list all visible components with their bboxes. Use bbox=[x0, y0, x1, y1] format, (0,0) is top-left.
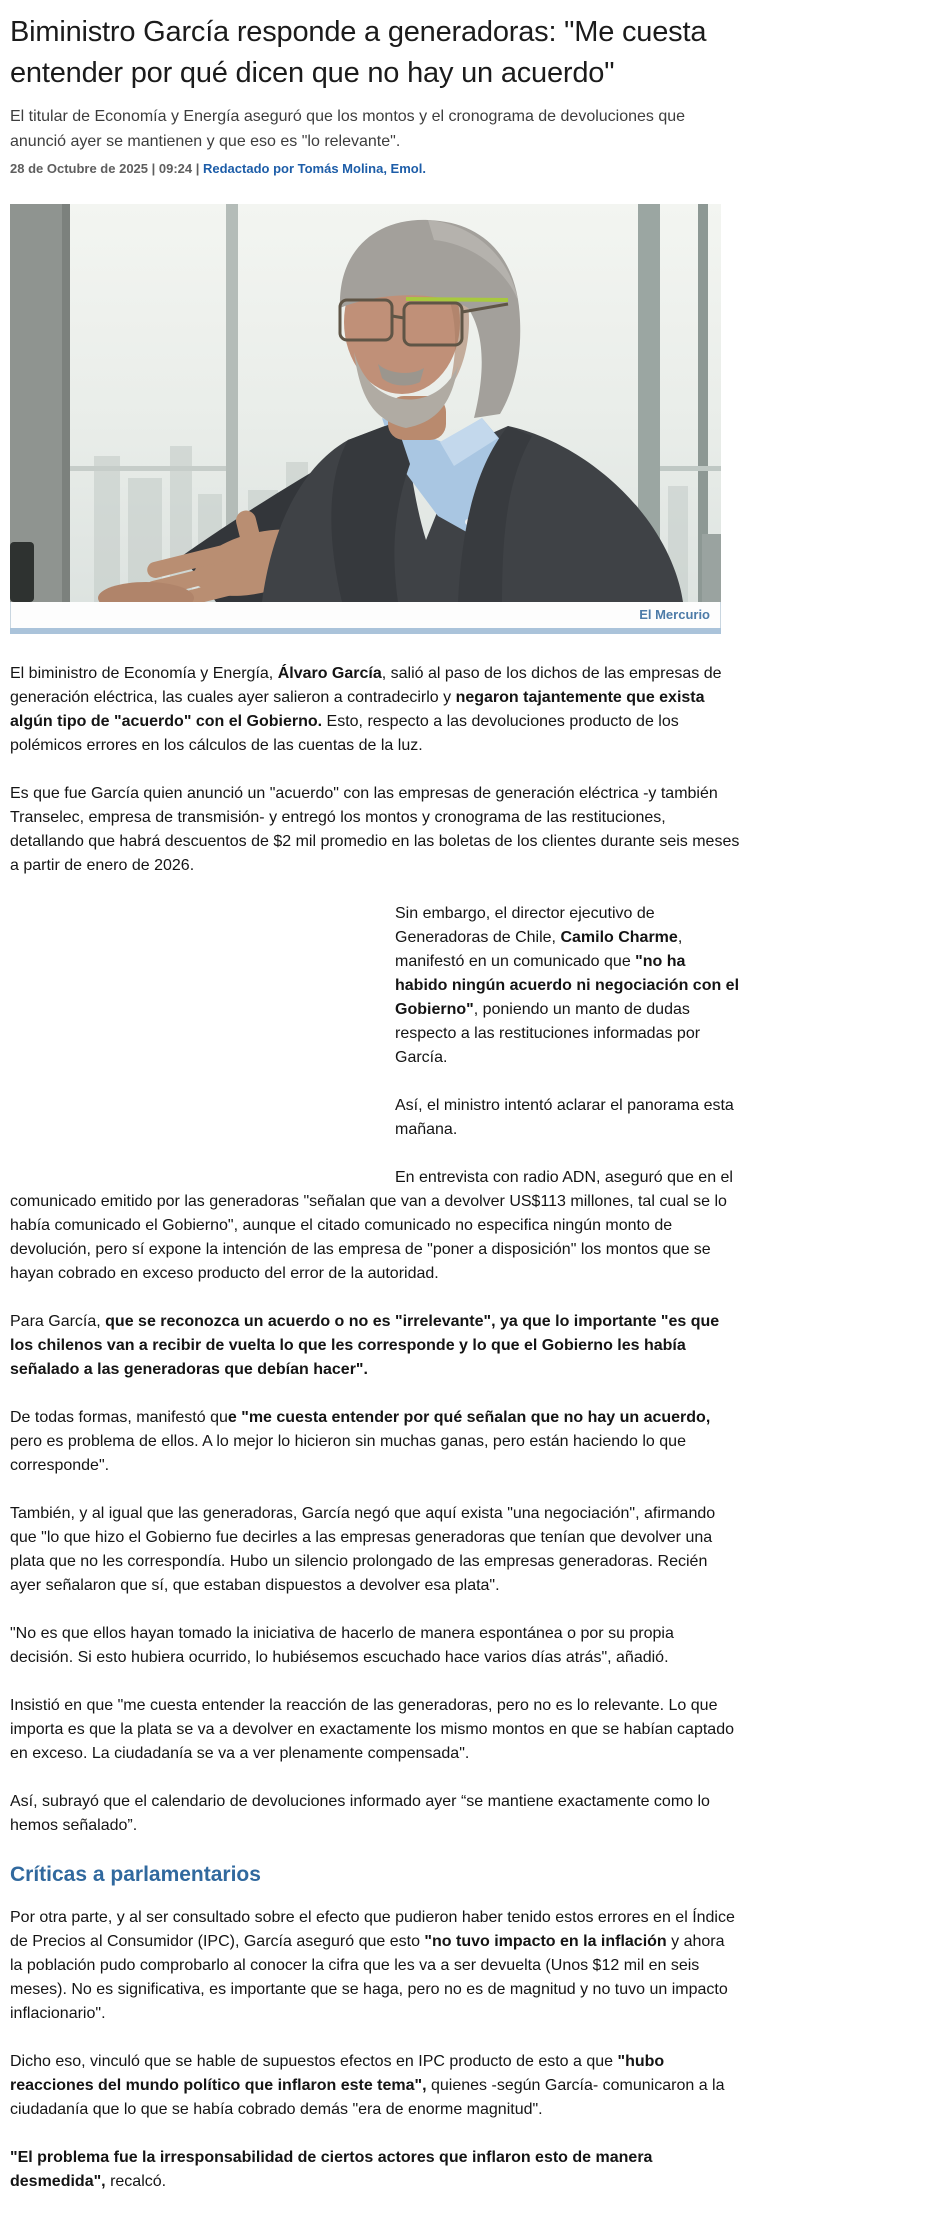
article-paragraph: Insistió en que "me cuesta entender la reacción de las generadoras, pero no es lo relevante. Lo que importa es que la plata se va a devolver en exactamente los mismo montos en que se habían captado en exceso. La ciudadanía se va a ver plenamente compensada". bbox=[10, 1697, 734, 1762]
article-body bbox=[10, 662, 740, 2218]
article-paragraph: De todas formas, manifestó que "me cuesta entender por qué señalan que no hay un acuerdo, pero es problema de ellos. A lo mejor lo hicieron sin muchas ganas, pero están haciendo lo que corresponde". bbox=[10, 1409, 711, 1474]
article-paragraph: Así, subrayó que el calendario de devoluciones informado ayer “se mantiene exactamente como lo hemos señalado”. bbox=[10, 1793, 710, 1834]
photo-caption bbox=[10, 602, 721, 628]
date-text: 28 de Octubre de 2025 | 09:24 | bbox=[10, 161, 200, 176]
ad-placeholder bbox=[10, 902, 390, 1178]
article-paragraph: Sin embargo, el director ejecutivo de Generadoras de Chile, Camilo Charme, manifestó en un comunicado que "no ha habido ningún acuerdo ni negociación con el Gobierno", poniendo un manto de dudas respecto a las restituciones informadas por García. bbox=[395, 905, 740, 1066]
article-paragraph: Así, el ministro intentó aclarar el panorama esta mañana. bbox=[395, 1097, 734, 1138]
photo-alvaro-garcia-illustration bbox=[10, 204, 721, 602]
photo-divider-bar bbox=[10, 628, 721, 634]
article-paragraph: También, y al igual que las generadoras, García negó que aquí exista "una negociación", afirmando que "lo que hizo el Gobierno fue decirles a las empresas generadoras que tenían que devolver una plata que no les correspondía. Hubo un silencio prolongado de las empresas generadoras. Recién ayer señalaron que sí, que estaban dispuestos a devolver esa plata". bbox=[10, 1505, 716, 1594]
article-photo bbox=[10, 204, 721, 634]
article-paragraph: Dicho eso, vinculó que se hable de supuestos efectos en IPC producto de esto a que "hubo reacciones del mundo político que inflaron este tema", quienes -según García- comunicaron a la ciudadanía que lo que se había cobrado demás "era de enorme magnitud". bbox=[10, 2053, 725, 2118]
photo-chair bbox=[10, 542, 34, 602]
article-subheadline: El titular de Economía y Energía aseguró que los montos y el cronograma de devoluciones que anunció ayer se mantienen y que eso es "lo relevante". bbox=[10, 108, 686, 150]
article-paragraph: Por otra parte, y al ser consultado sobre el efecto que pudieron haber tenido estos errores en el Índice de Precios al Consumidor (IPC), García aseguró que esto "no tuvo impacto en la inflación y ahora la población pudo comprobarlo al conocer la cifra que les va a ser devuelta (Unos $12 mil en seis meses). No es significativa, es importante que se haga, pero no es de magnitud y no tuvo un impacto inflacionario". bbox=[10, 1909, 735, 2022]
article-paragraph: Es que fue García quien anunció un "acuerdo" con las empresas de generación eléctrica -y también Transelec, empresa de transmisión- y entregó los montos y cronograma de las restituciones, detallando que habrá descuentos de $2 mil promedio en las boletas de los clientes durante seis meses a partir de enero de 2026. bbox=[10, 785, 740, 874]
article-paragraph: Para García, que se reconozca un acuerdo o no es "irrelevante", ya que lo importante "es que los chilenos van a recibir de vuelta lo que les corresponde y lo que el Gobierno les había señalado a las generadoras que debían hacer". bbox=[10, 1313, 720, 1378]
byline-link[interactable]: Redactado por Tomás Molina, Emol. bbox=[203, 161, 426, 176]
page-title: Biministro García responde a generadoras: "Me cuesta entender por qué dicen que no hay un acuerdo" bbox=[10, 16, 707, 89]
article-paragraph: "No es que ellos hayan tomado la iniciativa de hacerlo de manera espontánea o por su propia decisión. Si esto hubiera ocurrido, lo hubiésemos escuchado hace varios días atrás", añadió. bbox=[10, 1625, 674, 1666]
article-paragraph: El biministro de Economía y Energía, Álvaro García, salió al paso de los dichos de las empresas de generación eléctrica, las cuales ayer salieron a contradecirlo y negaron tajantemente que exista algún tipo de "acuerdo" con el Gobierno. Esto, respecto a las devoluciones producto de los polémicos errores en los cálculos de las cuentas de la luz. bbox=[10, 665, 722, 754]
dateline bbox=[10, 160, 740, 178]
section-heading: Críticas a parlamentarios bbox=[10, 1863, 261, 1886]
photo-credit: El Mercurio bbox=[639, 607, 710, 622]
article-paragraph: En entrevista con radio ADN, aseguró que en el comunicado emitido por las generadoras "señalan que van a devolver US$113 millones, tal cual se lo había comunicado el Gobierno", aunque el citado comunicado no especifica ningún monto de devolución, pero sí expone la intención de las empresa de "poner a disposición" los montos que se hayan cobrado en exceso producto del error de la autoridad. bbox=[10, 1169, 733, 1282]
article-paragraph: "El problema fue la irresponsabilidad de ciertos actores que inflaron esto de manera desmedida", recalcó. bbox=[10, 2149, 653, 2190]
